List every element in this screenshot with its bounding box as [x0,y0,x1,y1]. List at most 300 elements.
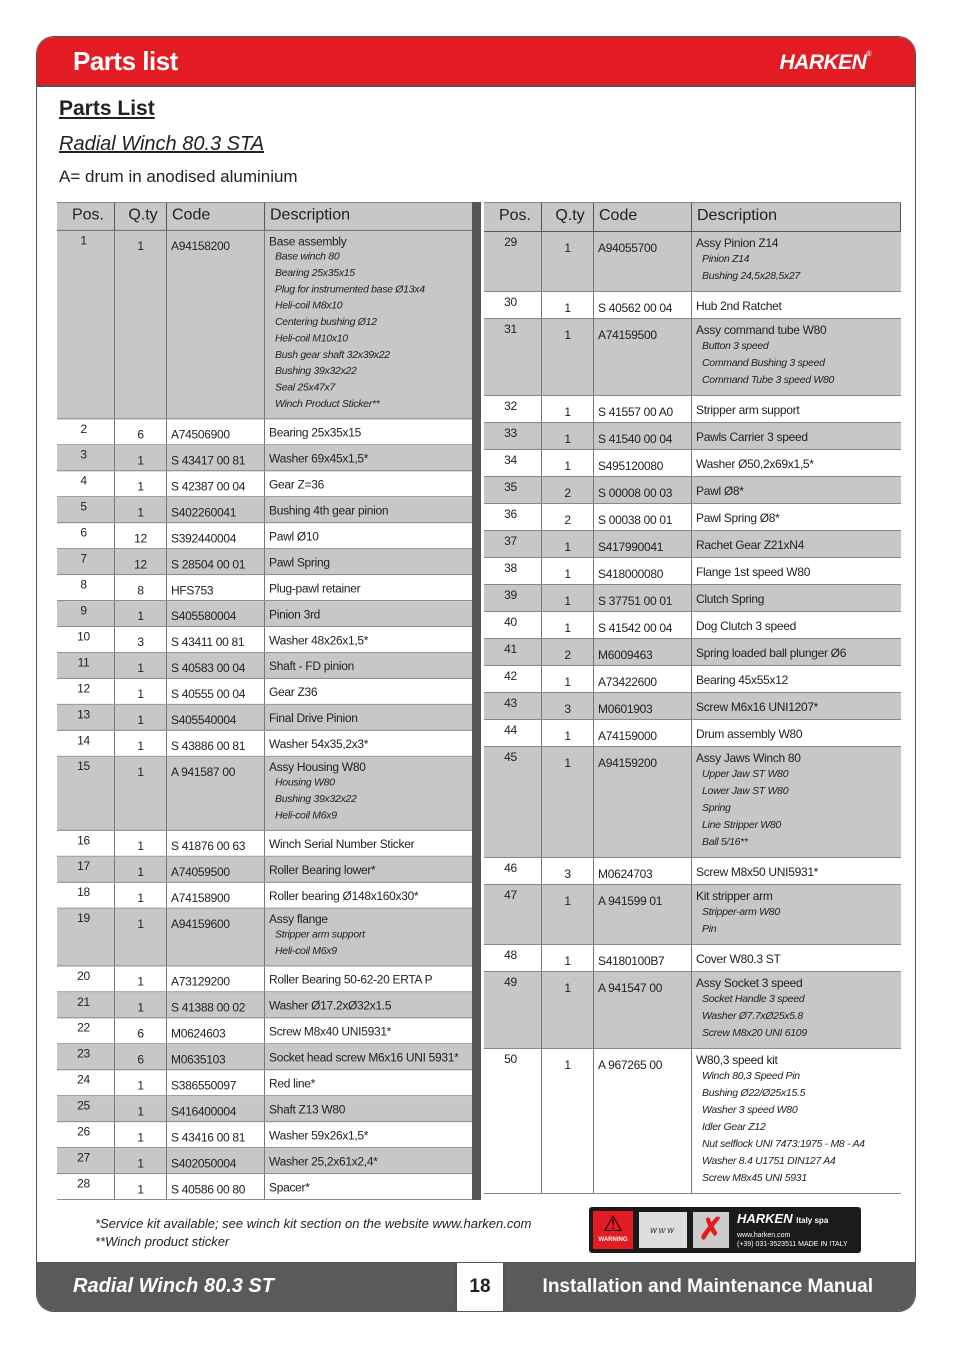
desc-main: Pawl Spring Ø8* [696,511,780,525]
desc-sub-item: Plug for instrumented base Ø13x4 [275,283,425,296]
desc-sub-item: Heli-coil M10x10 [275,332,348,345]
desc-sub-item: Stripper-arm W80 [702,906,780,918]
desc-main: Assy command tube W80 [696,323,827,337]
cell-code: A74506900 [167,419,265,444]
cell-pos: 48 [484,945,542,971]
desc-sub-item: Heli-coil M8x10 [275,300,343,312]
cell-qty: 1 [542,423,594,449]
desc-sub-item: Housing W80 [275,776,335,789]
cell-qty: 2 [542,639,594,665]
table-header [57,202,473,231]
cell-pos: 35 [484,477,542,503]
cell-code: S 40586 00 80 [167,1174,265,1199]
cell-qty: 6 [115,1044,167,1069]
cell-code: S 42387 00 04 [167,471,265,496]
table-row [57,1018,473,1044]
table-row [57,627,473,653]
cell-qty: 1 [115,731,167,756]
desc-main: Rachet Gear Z21xN4 [696,538,804,552]
cell-code: S 40555 00 04 [167,679,265,704]
desc-main: Washer Ø17.2xØ32x1.5 [269,999,392,1013]
cell-qty: 1 [115,1096,167,1121]
table-row [57,1070,473,1096]
desc-main: W80,3 speed kit [696,1053,778,1067]
cell-desc [692,232,901,291]
table-row [57,653,473,679]
cell-code: S 41557 00 A0 [594,396,692,422]
cell-pos: 14 [57,731,115,756]
badge-brand: HARKEN Italy spa [737,1211,829,1226]
cell-code: A94159600 [167,909,265,966]
desc-main: Assy flange [269,912,328,926]
badge-contact: www.harken.com (+39) 031-3523511 MADE IN ITALY [737,1232,848,1248]
logo-text: HARKEN [779,51,867,74]
cell-code: HFS753 [167,575,265,600]
desc-sub-item: Seal 25x47x7 [275,381,336,394]
desc-main: Screw M6x16 UNI1207* [696,700,819,714]
harken-logo: HARKEN® [779,51,871,74]
cell-desc [265,909,473,966]
cell-qty: 1 [542,450,594,476]
cell-code: S 41540 00 04 [594,423,692,449]
desc-main: Bearing 45x55x12 [696,673,788,687]
table-row [57,966,473,992]
table-row [57,1096,473,1122]
cell-qty: 1 [542,585,594,611]
cell-qty: 1 [115,497,167,522]
table-row [57,909,473,967]
cell-desc [692,972,901,1048]
table-header [484,202,901,232]
desc-main: Washer Ø50,2x69x1,5* [696,457,814,471]
table-row [57,601,473,627]
col-desc-header: Description [265,203,473,230]
table-row [484,1049,901,1194]
cell-code: A74059500 [167,857,265,882]
table-row [57,575,473,601]
table-row [57,231,473,419]
desc-sub-item: Socket Handle 3 speed [702,993,805,1005]
cell-pos: 10 [57,627,115,652]
cell-code: A94159200 [594,747,692,857]
cell-pos: 17 [57,857,115,882]
table-row [57,523,473,549]
cell-code: S416400004 [167,1096,265,1121]
manual-book-icon: www [639,1212,687,1248]
cell-desc [265,575,473,600]
cell-code: M0624603 [167,1018,265,1043]
cell-qty: 1 [115,1148,167,1173]
table-row [484,747,901,858]
table-row [484,858,901,885]
footnotes [95,1215,531,1251]
cell-pos: 36 [484,504,542,530]
cell-code: S 41876 00 63 [167,831,265,856]
cell-code: S 00038 00 01 [594,504,692,530]
desc-main: Red line* [269,1076,315,1091]
cell-desc [692,504,901,530]
cell-pos: 29 [484,232,542,291]
cell-qty: 1 [115,831,167,856]
table-row [57,857,473,883]
section-heading: Parts List [59,97,155,120]
desc-sub-item: Bushing 24,5x28,5x27 [702,270,800,282]
desc-main: Pawl Ø8* [696,484,744,498]
cell-code: S 43886 00 81 [167,731,265,756]
table-row [57,731,473,757]
table-row [484,585,901,612]
col-qty-header: Q.ty [542,203,594,231]
cell-code: S 37751 00 01 [594,585,692,611]
cell-desc [692,945,901,971]
table-row [57,1044,473,1070]
section-note: A= drum in anodised aluminium [59,167,298,186]
cell-desc [265,857,473,882]
desc-main: Shaft - FD pinion [269,659,354,674]
cell-desc [692,450,901,476]
desc-sub-item: Line Stripper W80 [702,819,781,831]
cell-qty: 1 [115,471,167,496]
cell-pos: 11 [57,653,115,678]
cell-code: S 28504 00 01 [167,549,265,574]
cell-code: M0635103 [167,1044,265,1069]
cell-pos: 24 [57,1070,115,1095]
cell-code: A74159500 [594,319,692,395]
desc-sub-item: Stripper arm support [275,928,365,941]
desc-main: Winch Serial Number Sticker [269,837,415,851]
cell-pos: 45 [484,747,542,857]
cell-desc [265,1174,473,1199]
header-bar [37,37,915,87]
cell-qty: 1 [542,972,594,1048]
desc-main: Dog Clutch 3 speed [696,619,796,633]
cell-pos: 5 [57,497,115,522]
desc-main: Flange 1st speed W80 [696,565,811,579]
cell-pos: 21 [57,992,115,1017]
cell-qty: 1 [542,232,594,291]
cell-desc [265,653,473,678]
cell-qty: 2 [542,477,594,503]
desc-sub-item: Winch 80,3 Speed Pin [702,1070,800,1082]
desc-sub-item: Winch Product Sticker** [275,398,380,410]
desc-main: Clutch Spring [696,592,765,606]
cell-desc [265,1148,473,1173]
desc-main: Drum assembly W80 [696,727,803,741]
cell-desc [265,419,473,444]
cell-code: A74159000 [594,720,692,746]
cell-code: S386550097 [167,1070,265,1095]
col-pos-header: Pos. [57,203,115,230]
cell-desc [265,601,473,626]
table-row [484,423,901,450]
desc-sub-item: Bushing 39x32x22 [275,793,357,805]
cell-qty: 3 [542,858,594,884]
col-code-header: Code [594,203,692,231]
desc-main: Pawl Spring [269,555,330,570]
cell-code: A 941599 01 [594,885,692,944]
desc-sub-item: Base winch 80 [275,251,340,263]
cell-desc [265,1018,473,1043]
cell-qty: 1 [542,612,594,638]
table-divider [472,202,481,1200]
cell-desc [692,423,901,449]
cell-code: S4180100B7 [594,945,692,971]
cell-code: S495120080 [594,450,692,476]
desc-sub-item: Centering bushing Ø12 [275,316,377,328]
desc-sub-item: Bearing 25x35x15 [275,267,355,279]
parts-table-left [57,202,473,1200]
cell-desc [692,292,901,318]
desc-main: Assy Housing W80 [269,760,366,775]
cell-qty: 1 [542,720,594,746]
cell-qty: 1 [542,666,594,692]
table-row [57,705,473,731]
section-subheading: Radial Winch 80.3 STA [59,133,265,155]
table-row [484,720,901,747]
cell-desc [692,477,901,503]
cell-qty: 1 [542,885,594,944]
cell-pos: 40 [484,612,542,638]
cell-qty: 1 [542,396,594,422]
desc-main: Assy Socket 3 speed [696,976,803,990]
cell-desc [692,558,901,584]
cell-desc [265,549,473,574]
table-row [57,471,473,497]
desc-sub-item: Spring [702,802,731,814]
table-row [484,504,901,531]
footnote-service-kit: *Service kit available; see winch kit section on the website www.harken.com [95,1216,532,1231]
cell-desc [265,1122,473,1147]
cell-pos: 34 [484,450,542,476]
desc-main: Assy Pinion Z14 [696,236,779,250]
table-row [57,497,473,523]
cell-pos: 33 [484,423,542,449]
cell-qty: 3 [115,627,167,652]
desc-sub-item: Lower Jaw ST W80 [702,785,789,797]
desc-main: Pawl Ø10 [269,529,319,544]
cell-code: S418000080 [594,558,692,584]
cell-desc [692,1049,901,1193]
cell-pos: 19 [57,909,115,966]
desc-main: Final Drive Pinion [269,711,358,726]
cell-code: A 941547 00 [594,972,692,1048]
desc-main: Cover W80.3 ST [696,952,781,966]
desc-main: Stripper arm support [696,403,800,417]
desc-sub-item: Bushing 39x32x22 [275,365,357,377]
page-frame [36,36,916,1312]
cell-qty: 1 [115,1070,167,1095]
desc-sub-item: Washer 8.4 U1751 DIN127 A4 [702,1155,836,1167]
desc-sub-item: Screw M8x45 UNI 5931 [702,1172,807,1184]
cell-pos: 42 [484,666,542,692]
desc-main: Washer 54x35,2x3* [269,737,369,751]
cell-qty: 1 [542,319,594,395]
cell-desc [265,883,473,908]
cell-code: A73422600 [594,666,692,692]
warning-icon: ⚠ WARNING [593,1211,633,1249]
desc-sub-item: Bush gear shaft 32x39x22 [275,349,390,361]
cell-pos: 13 [57,705,115,730]
cell-pos: 32 [484,396,542,422]
cell-pos: 28 [57,1174,115,1199]
table-row [484,292,901,319]
desc-main: Socket head screw M6x16 UNI 5931* [269,1050,459,1065]
desc-main: Assy Jaws Winch 80 [696,751,801,765]
product-sticker-badge [589,1207,861,1253]
cell-qty: 1 [115,653,167,678]
table-row [57,1148,473,1174]
cell-qty: 6 [115,1018,167,1043]
desc-main: Roller bearing Ø148x160x30* [269,889,419,903]
cell-desc [692,747,901,857]
cell-desc [692,639,901,665]
col-pos-header: Pos. [484,203,542,231]
col-code-header: Code [167,203,265,230]
desc-sub-item: Bushing Ø22/Ø25x15.5 [702,1087,806,1099]
desc-sub-item: Upper Jaw ST W80 [702,768,789,780]
cell-pos: 49 [484,972,542,1048]
desc-sub-item: Pin [702,923,717,935]
desc-main: Screw M8x50 UNI5931* [696,865,819,879]
cell-code: A94055700 [594,232,692,291]
desc-main: Spacer* [269,1180,310,1195]
desc-sub-item: Washer 3 speed W80 [702,1104,798,1116]
parts-table-right [484,202,901,1194]
footer-manual-title: Installation and Maintenance Manual [542,1276,873,1297]
desc-sub-item: Washer Ø7.7xØ25x5.8 [702,1010,803,1022]
table-row [484,558,901,585]
cell-qty: 1 [115,705,167,730]
table-row [484,639,901,666]
cell-pos: 43 [484,693,542,719]
cell-code: S417990041 [594,531,692,557]
cell-code: S402050004 [167,1148,265,1173]
cell-pos: 30 [484,292,542,318]
cell-pos: 39 [484,585,542,611]
table-row [484,945,901,972]
cell-pos: 4 [57,471,115,496]
table-row [57,679,473,705]
cell-desc [692,666,901,692]
table-row [484,693,901,720]
cell-qty: 1 [542,292,594,318]
cell-desc [265,731,473,756]
cell-desc [692,585,901,611]
desc-main: Pawls Carrier 3 speed [696,430,808,444]
cell-code: M0624703 [594,858,692,884]
cell-desc [692,693,901,719]
cell-qty: 12 [115,549,167,574]
cell-pos: 18 [57,883,115,908]
desc-main: Gear Z=36 [269,477,324,492]
table-row [57,883,473,909]
cell-code: A74158900 [167,883,265,908]
cell-code: S 41388 00 02 [167,992,265,1017]
cell-qty: 2 [542,504,594,530]
desc-main: Bearing 25x35x15 [269,426,361,440]
cell-desc [265,679,473,704]
cell-pos: 26 [57,1122,115,1147]
cell-desc [265,445,473,470]
desc-main: Bushing 4th gear pinion [269,503,389,518]
table-row [484,885,901,945]
desc-main: Washer 69x45x1,5* [269,451,369,466]
table-row [57,419,473,445]
cell-pos: 7 [57,549,115,574]
table-row [484,531,901,558]
table-row [484,972,901,1049]
cell-desc [692,531,901,557]
cell-desc [265,471,473,496]
desc-main: Washer 59x26x1,5* [269,1128,369,1143]
cell-desc [265,1044,473,1069]
cell-qty: 1 [115,1122,167,1147]
desc-main: Shaft Z13 W80 [269,1102,346,1117]
desc-main: Gear Z36 [269,685,318,700]
cell-pos: 16 [57,831,115,856]
desc-main: Roller Bearing lower* [269,863,376,877]
desc-main: Washer 48x26x1,5* [269,633,369,648]
cell-pos: 8 [57,575,115,600]
cell-qty: 1 [115,679,167,704]
cell-qty: 1 [542,531,594,557]
cell-qty: 1 [115,1174,167,1199]
table-row [57,1122,473,1148]
desc-main: Roller Bearing 50-62-20 ERTA P [269,973,433,987]
cell-desc [265,1070,473,1095]
table-row [57,757,473,831]
cell-qty: 3 [542,693,594,719]
cell-qty: 1 [115,883,167,908]
cell-pos: 9 [57,601,115,626]
cell-pos: 46 [484,858,542,884]
cell-desc [692,720,901,746]
cell-desc [692,858,901,884]
table-row [484,319,901,396]
col-qty-header: Q.ty [115,203,167,230]
cell-desc [265,966,473,991]
cell-pos: 23 [57,1044,115,1069]
cell-desc [265,523,473,548]
cell-qty: 8 [115,575,167,600]
desc-main: Screw M8x40 UNI5931* [269,1025,392,1039]
cell-desc [692,319,901,395]
desc-sub-item: Heli-coil M6x9 [275,945,337,957]
cell-qty: 1 [115,231,167,418]
desc-main: Kit stripper arm [696,889,773,903]
desc-sub-item: Command Bushing 3 speed [702,357,825,369]
cell-code: S402260041 [167,497,265,522]
cell-code: S 40583 00 04 [167,653,265,678]
cell-qty: 1 [115,601,167,626]
desc-main: Washer 25,2x61x2,4* [269,1154,378,1169]
cell-pos: 25 [57,1096,115,1121]
cell-qty: 1 [542,558,594,584]
cell-code: S 41542 00 04 [594,612,692,638]
cell-code: S405540004 [167,705,265,730]
page-number: 18 [455,1263,505,1311]
table-row [484,450,901,477]
cell-pos: 38 [484,558,542,584]
cell-pos: 22 [57,1018,115,1043]
desc-sub-item: Idler Gear Z12 [702,1121,766,1133]
cell-code: M0601903 [594,693,692,719]
cell-desc [265,831,473,856]
cell-qty: 1 [115,757,167,830]
cell-code: A 941587 00 [167,757,265,830]
cell-qty: 6 [115,419,167,444]
cell-pos: 47 [484,885,542,944]
